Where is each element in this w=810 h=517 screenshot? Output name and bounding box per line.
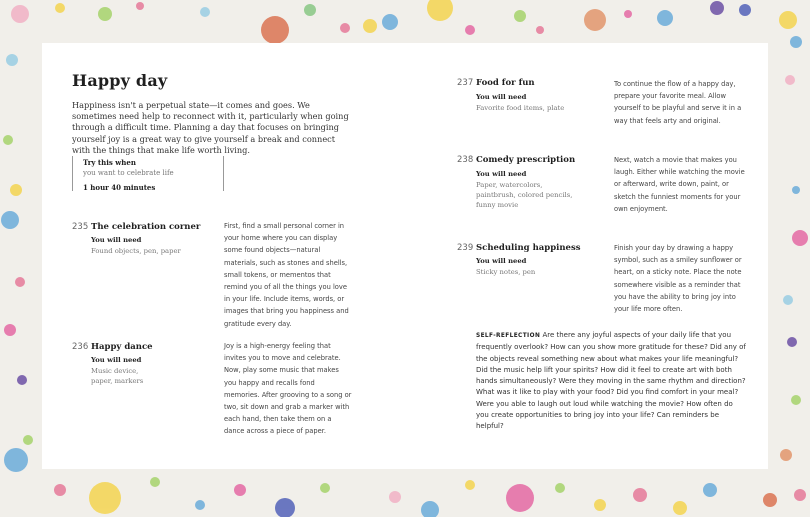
you-will-need-items: Music device, paper, markers bbox=[91, 367, 144, 385]
you-will-need-label: You will need bbox=[476, 93, 527, 101]
book-spread-page bbox=[42, 43, 768, 469]
activity-number: 239 bbox=[457, 243, 474, 253]
activity-title: Comedy prescription bbox=[476, 155, 576, 165]
you-will-need-items: Favorite food items, plate bbox=[476, 104, 565, 112]
self-reflection-text: Are there any joyful aspects of your daily life that you frequently overlook? How can you show more gratitude for these? Did any of the objects reveal something new about what makes your life meaningful? Did the music help lift your spirits? How did it feel to create art with both hands simultaneously? Were they moving in the same rhythm and direction? What was it like to play with your food? Did you find comfort in your meal? Were you able to laugh out loud while watching the movie? How often do you create opportunities to bring joy into your life? Can reminders be helpful? bbox=[476, 331, 746, 431]
you-will-need-items: Paper, watercolors, paintbrush, colored pencils, funny movie bbox=[476, 181, 573, 209]
activity-description: Finish your day by drawing a happy symbol, such as a smiley sunflower or heart, on a sticky note. Place the note somewhere visible as a reminder that you have the ability to bring joy into your life more often. bbox=[614, 244, 742, 314]
activity-description: First, find a small personal corner in your home where you can display some found objects—natural materials, such as stones and shells, small tokens, or mementos that remind you of all the things you love in your life. Include items, words, or images that bring you happiness and gratitude every day. bbox=[224, 222, 349, 328]
activity-description: To continue the flow of a happy day, prepare your favorite meal. Allow yourself to be playful and serve it in a way that feels arty and original. bbox=[614, 80, 742, 125]
duration-label: 1 hour 40 minutes bbox=[83, 183, 156, 192]
activity-number: 235 bbox=[72, 222, 89, 232]
activity-title: Food for fun bbox=[476, 78, 535, 88]
activity-description: Joy is a high-energy feeling that invites you to move and celebrate. Now, play some music that makes you happy and recalls fond memories. After grooving to a song or two, sit down and grab a marker with each hand, then take them on a dance across a piece of paper. bbox=[224, 342, 352, 436]
activity-number: 238 bbox=[457, 155, 474, 165]
try-this-when-box bbox=[72, 156, 224, 191]
you-will-need-label: You will need bbox=[91, 236, 142, 244]
self-reflection-label: SELF-REFLECTION bbox=[476, 333, 541, 339]
you-will-need-label: You will need bbox=[91, 356, 142, 364]
activity-title: Happy dance bbox=[91, 342, 153, 352]
activity-number: 236 bbox=[72, 342, 89, 352]
self-reflection-block bbox=[476, 330, 746, 433]
activity-title: Scheduling happiness bbox=[476, 243, 581, 253]
intro-paragraph: Happiness isn't a perpetual state—it comes and goes. We sometimes need help to reconnect with it, particularly when going through a difficult time. Planning a day that focuses on bringing yourself joy is a great way to give yourself a break and connect with the things that make life worth living. bbox=[72, 100, 349, 155]
you-will-need-items: Sticky notes, pen bbox=[476, 268, 536, 276]
activity-description: Next, watch a movie that makes you laugh. Either while watching the movie or afterward, write down, paint, or sketch the funniest moments for your own enjoyment. bbox=[614, 156, 745, 213]
you-will-need-label: You will need bbox=[476, 170, 527, 178]
page-title: Happy day bbox=[72, 71, 168, 90]
you-will-need-label: You will need bbox=[476, 257, 527, 265]
you-will-need-items: Found objects, pen, paper bbox=[91, 247, 181, 255]
try-this-when-value: you want to celebrate life bbox=[83, 169, 174, 177]
activity-number: 237 bbox=[457, 78, 474, 88]
try-this-when-label: Try this when bbox=[83, 158, 136, 167]
activity-title: The celebration corner bbox=[91, 222, 201, 232]
